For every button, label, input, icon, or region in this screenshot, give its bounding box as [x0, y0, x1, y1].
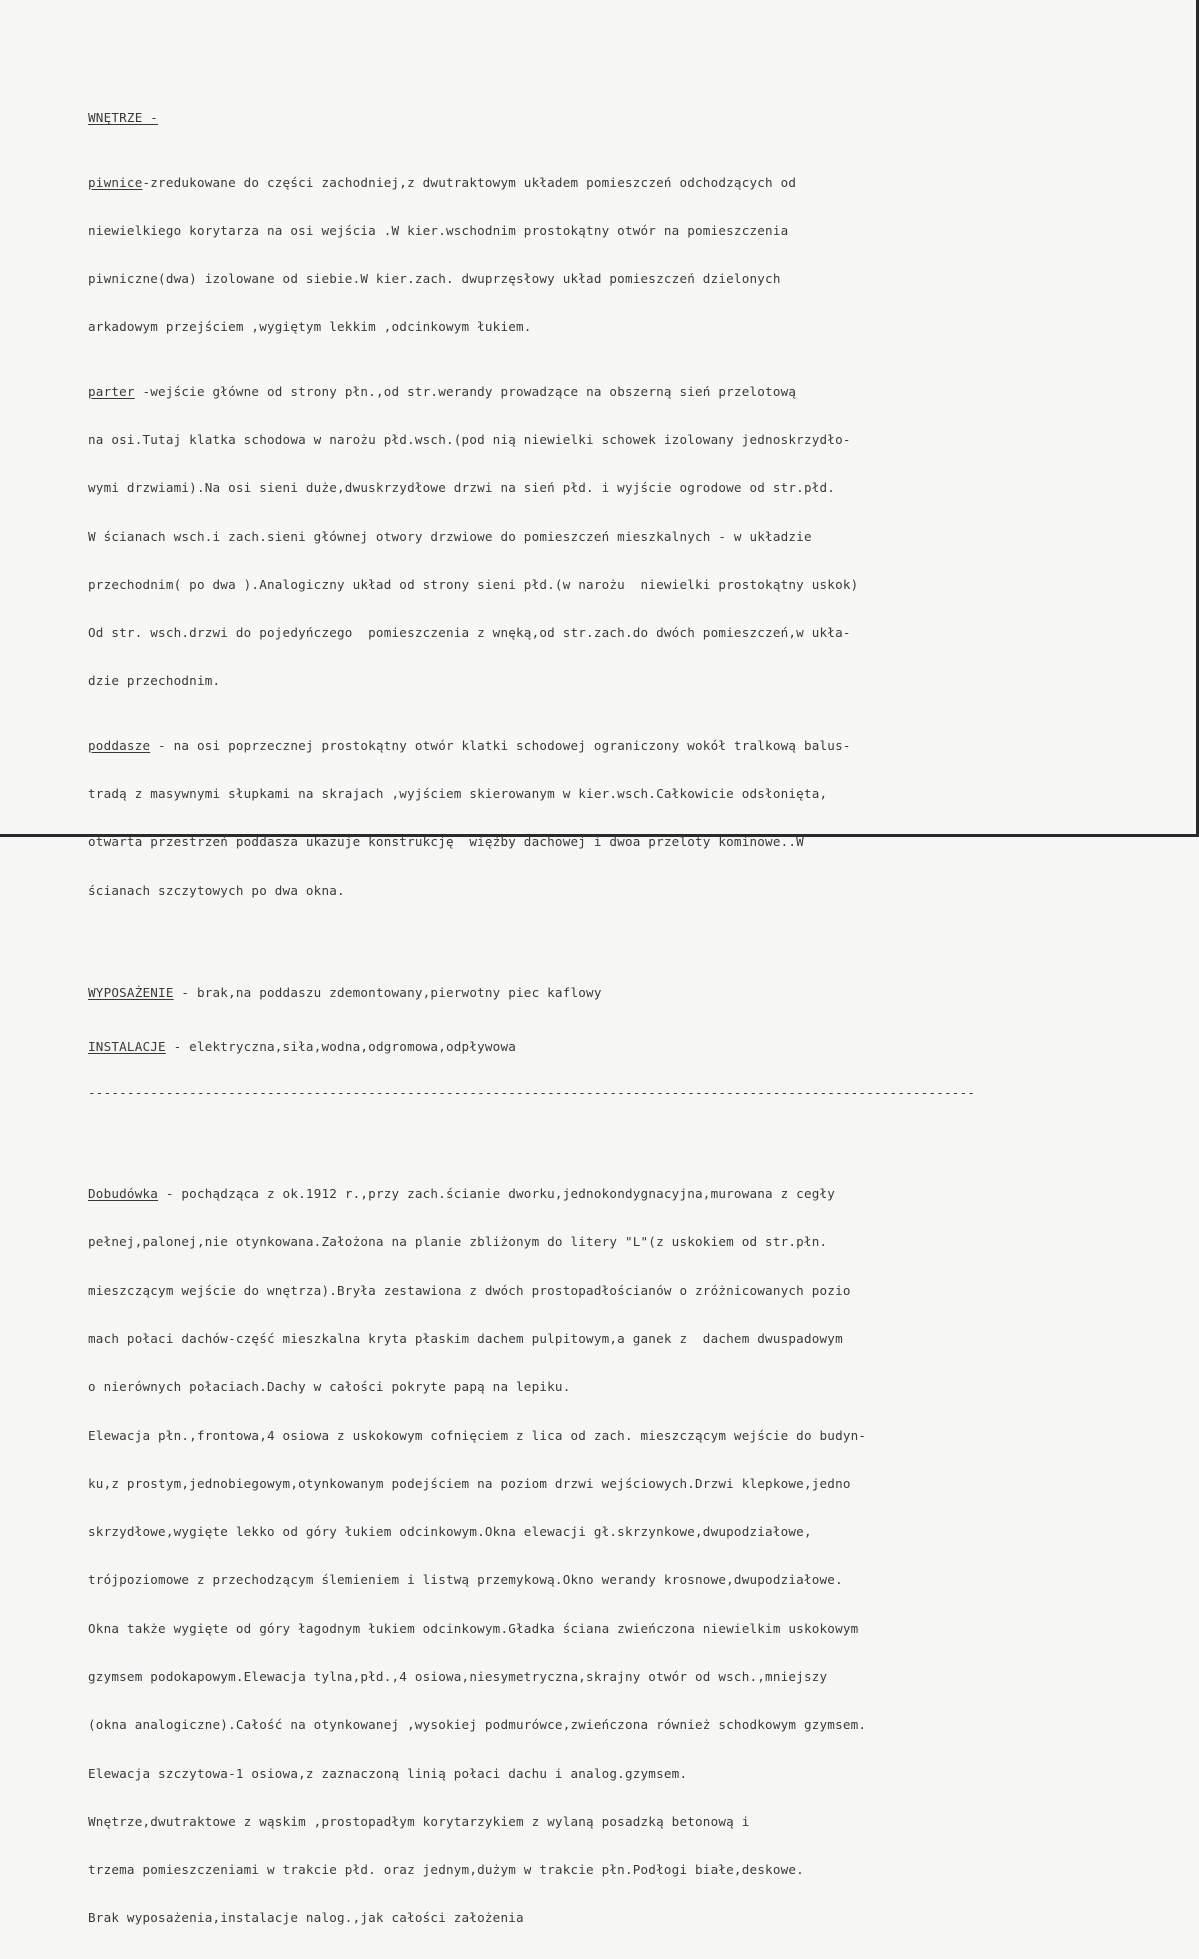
text-line: - pochądząca z ok.1912 r.,przy zach.ścianie dworku,jednokondygnacyjna,murowana z cegły: [158, 1186, 836, 1202]
label-wyposazenie: WYPOSAŻENIE: [88, 985, 174, 1001]
text-line: W ścianach wsch.i zach.sieni głównej otwory drzwiowe do pomieszczeń mieszkalnych - w układzie: [88, 528, 812, 544]
label-piwnice: piwnice: [88, 174, 143, 190]
text-line: - elektryczna,siła,wodna,odgromowa,odpływowa: [165, 1039, 517, 1055]
text-line: trójpoziomowe z przechodzącym ślemieniem i listwą przemykową.Okno werandy krosnowe,dwupodziałowe.: [88, 1572, 843, 1588]
text-line: mach połaci dachów-część mieszkalna kryta płaskim dachem pulpitowym,a ganek z dachem dwuspadowym: [88, 1331, 843, 1347]
text-line: - na osi poprzecznej prostokątny otwór klatki schodowej ograniczony wokół tralkową balus-: [150, 737, 851, 753]
text-line: o nierównych połaciach.Dachy w całości pokryte papą na lepiku.: [88, 1379, 571, 1395]
text-line: dzie przechodnim.: [88, 673, 221, 689]
text-line: mieszczącym wejście do wnętrza).Bryła zestawiona z dwóch prostopadłościanów o zróżnicowanych pozio: [88, 1282, 851, 1298]
label-dobudowka: Dobudówka: [88, 1186, 159, 1202]
text-line: -zredukowane do części zachodniej,z dwutraktowym układem pomieszczeń odchodzących od: [142, 174, 797, 190]
text-line: niewielkiego korytarza na osi wejścia .W kier.wschodnim prostokątny otwór na pomieszczenia: [88, 222, 789, 238]
typed-text-block: [88, 78, 1128, 1959]
text-line: tradą z masywnymi słupkami na skrajach ,wyjściem skierowanym w kier.wsch.Całkowicie odsłonięta,: [88, 786, 828, 802]
text-line: przechodnim( po dwa ).Analogiczny układ od strony sieni płd.(w narożu niewielki prostokątny uskok): [88, 576, 859, 592]
text-line: trzema pomieszczeniami w trakcie płd. oraz jednym,dużym w trakcie płn.Podłogi białe,deskowe.: [88, 1862, 804, 1878]
heading-wnetrze: WNĘTRZE -: [88, 110, 159, 126]
text-line: otwarta przestrzeń poddasza ukazuje konstrukcję więźby dachowej i dwoa przeloty kominowe..W: [88, 834, 804, 850]
text-line: piwniczne(dwa) izolowane od siebie.W kier.zach. dwuprzęsłowy układ pomieszczeń dzielonych: [88, 271, 781, 287]
text-line: Elewacja szczytowa-1 osiowa,z zaznaczoną linią połaci dachu i analog.gzymsem.: [88, 1765, 688, 1781]
text-line: gzymsem podokapowym.Elewacja tylna,płd.,4 osiowa,niesymetryczna,skrajny otwór od wsch.,mniejszy: [88, 1669, 828, 1684]
label-poddasze: poddasze: [88, 737, 151, 753]
text-line: Od str. wsch.drzwi do pojedyńczego pomieszczenia z wnęką,od str.zach.do dwóch pomieszczeń,w ukła-: [88, 625, 851, 641]
text-line: - brak,na poddaszu zdemontowany,pierwotny piec kaflowy: [173, 985, 602, 1001]
label-parter: parter: [88, 383, 135, 399]
text-line: Brak wyposażenia,instalacje nalog.,jak całości założenia: [88, 1910, 524, 1926]
text-line: wymi drzwiami).Na osi sieni duże,dwuskrzydłowe drzwi na sień płd. i wyjście ogrodowe od str.płd.: [88, 480, 836, 496]
text-line: Wnętrze,dwutraktowe z wąskim ,prostopadłym korytarzykiem z wylaną posadzką betonową i: [88, 1813, 750, 1829]
text-line: -wejście główne od strony płn.,od str.werandy prowadzące na obszerną sień przelotową: [134, 383, 797, 399]
text-line: ścianach szczytowych po dwa okna.: [88, 882, 345, 898]
text-line: (okna analogiczne).Całość na otynkowanej ,wysokiej podmurówce,zwieńczona również schodkowym gzymsem.: [88, 1717, 867, 1733]
text-line: skrzydłowe,wygięte lekko od góry łukiem odcinkowym.Okna elewacji gł.skrzynkowe,dwupodziałowe,: [88, 1524, 812, 1540]
text-line: Okna także wygięte od góry łagodnym łukiem odcinkowym.Gładka ściana zwieńczona niewielkim uskokowym: [88, 1620, 859, 1636]
separator-line: ------------------------------------------------------------------------------------------------------------------: [88, 1084, 976, 1100]
text-line: pełnej,palonej,nie otynkowana.Założona na planie zbliżonym do litery "L"(z uskokiem od str.płn.: [88, 1234, 828, 1250]
text-line: na osi.Tutaj klatka schodowa w narożu płd.wsch.(pod nią niewielki schowek izolowany jednoskrzydło-: [88, 432, 851, 448]
text-line: arkadowym przejściem ,wygiętym lekkim ,odcinkowym łukiem.: [88, 319, 532, 335]
text-line: ku,z prostym,jednobiegowym,otynkowanym podejściem na poziom drzwi wejściowych.Drzwi klepkowe,jedno: [88, 1475, 851, 1491]
text-line: Elewacja płn.,frontowa,4 osiowa z uskokowym cofnięciem z lica od zach. mieszczącym wejście do budyn-: [88, 1427, 867, 1443]
label-instalacje: INSTALACJE: [88, 1039, 166, 1055]
